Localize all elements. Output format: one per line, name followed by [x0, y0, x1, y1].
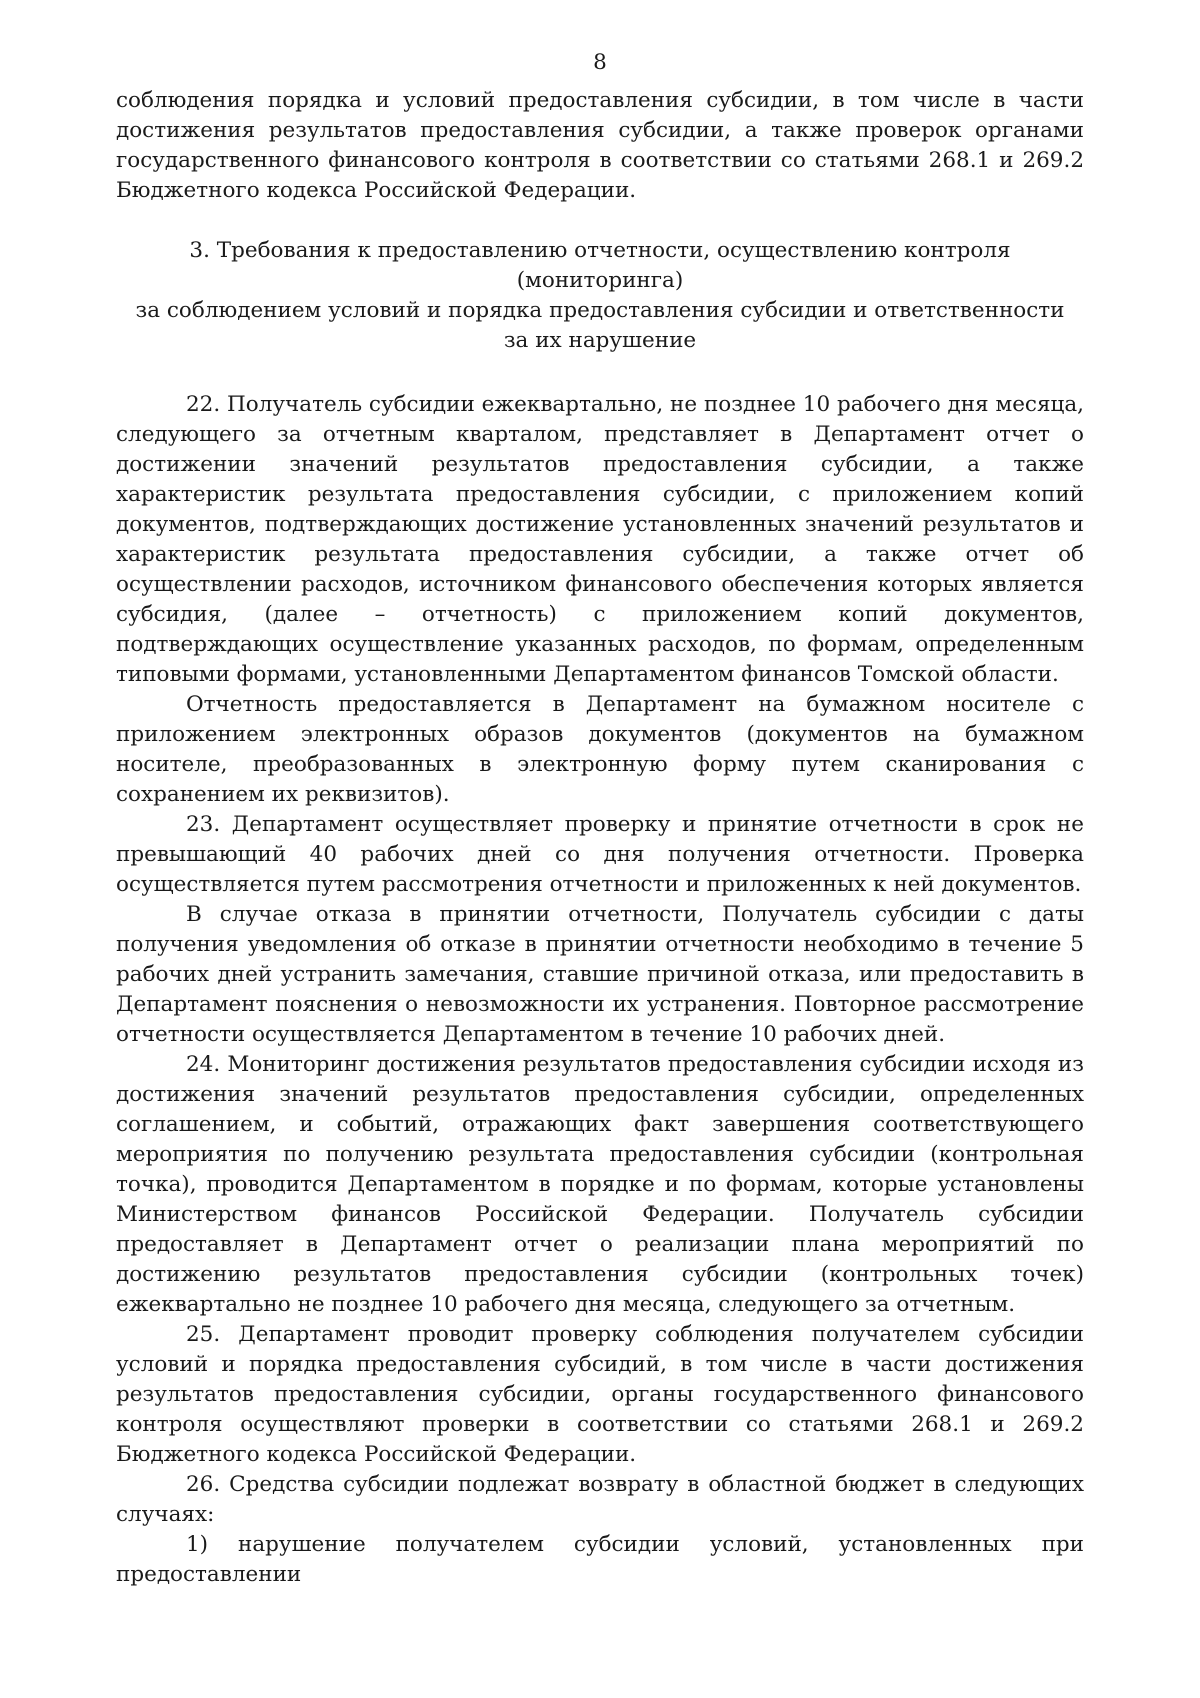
paragraph-25: 25. Департамент проводит проверку соблюдения получателем субсидии условий и порядка предоставления субсидий, в том числе в части достижения результатов предоставления субсидии, органы государственного финансового контроля осуществляют проверки в соответствии со статьями 268.1 и 269.2 Бюджетного кодекса Российской Федерации.	[116, 1322, 1084, 1467]
section-title-line: за соблюдением условий и порядка предоставления субсидии и ответственности	[135, 298, 1065, 323]
paragraph-22: 22. Получатель субсидии ежеквартально, не позднее 10 рабочего дня месяца, следующего за отчетным кварталом, представляет в Департамент отчет о достижении значений результатов предоставления субсидии, а также характеристик результата предоставления субсидии, с приложением копий документов, подтверждающих достижение установленных значений результатов и характеристик результата предоставления субсидии, а также отчет об осуществлении расходов, источником финансового обеспечения которых является субсидия, (далее – отчетность) с приложением копий документов, подтверждающих осуществление указанных расходов, по формам, определенным типовыми формами, установленными Департаментом финансов Томской области.	[116, 392, 1084, 687]
section-title-line: 3. Требования к предоставлению отчетности, осуществлению контроля (мониторинга)	[189, 238, 1011, 293]
paragraph-reporting-paper: Отчетность предоставляется в Департамент на бумажном носителе с приложением электронных образов документов (документов на бумажном носителе, преобразованных в электронную форму путем сканирования с сохранением их реквизитов).	[116, 692, 1084, 807]
section-title	[116, 236, 1084, 356]
section-title-line: за их нарушение	[503, 328, 697, 353]
paragraph-refusal: В случае отказа в принятии отчетности, Получатель субсидии с даты получения уведомления об отказе в принятии отчетности необходимо в течение 5 рабочих дней устранить замечания, ставшие причиной отказа, или предоставить в Департамент пояснения о невозможности их устранения. Повторное рассмотрение отчетности осуществляется Департаментом в течение 10 рабочих дней.	[116, 902, 1084, 1047]
page-number: 8	[593, 50, 607, 75]
paragraph-26: 26. Средства субсидии подлежат возврату в областной бюджет в следующих случаях:	[116, 1472, 1084, 1527]
document-page	[116, 48, 1084, 1590]
paragraph-23: 23. Департамент осуществляет проверку и принятие отчетности в срок не превышающий 40 рабочих дней со дня получения отчетности. Проверка осуществляется путем рассмотрения отчетности и приложенных к ней документов.	[116, 812, 1084, 897]
paragraph-continuation: соблюдения порядка и условий предоставления субсидии, в том числе в части достижения результатов предоставления субсидии, а также проверок органами государственного финансового контроля в соответствии со статьями 268.1 и 269.2 Бюджетного кодекса Российской Федерации.	[116, 88, 1084, 203]
paragraph-24: 24. Мониторинг достижения результатов предоставления субсидии исходя из достижения значений результатов предоставления субсидии, определенных соглашением, и событий, отражающих факт завершения соответствующего мероприятия по получению результата предоставления субсидии (контрольная точка), проводится Департаментом в порядке и по формам, которые установлены Министерством финансов Российской Федерации. Получатель субсидии предоставляет в Департамент отчет о реализации плана мероприятий по достижению результатов предоставления субсидии (контрольных точек) ежеквартально не позднее 10 рабочего дня месяца, следующего за отчетным.	[116, 1052, 1084, 1317]
paragraph-26-item-1: 1) нарушение получателем субсидии условий, установленных при предоставлении	[116, 1532, 1084, 1587]
